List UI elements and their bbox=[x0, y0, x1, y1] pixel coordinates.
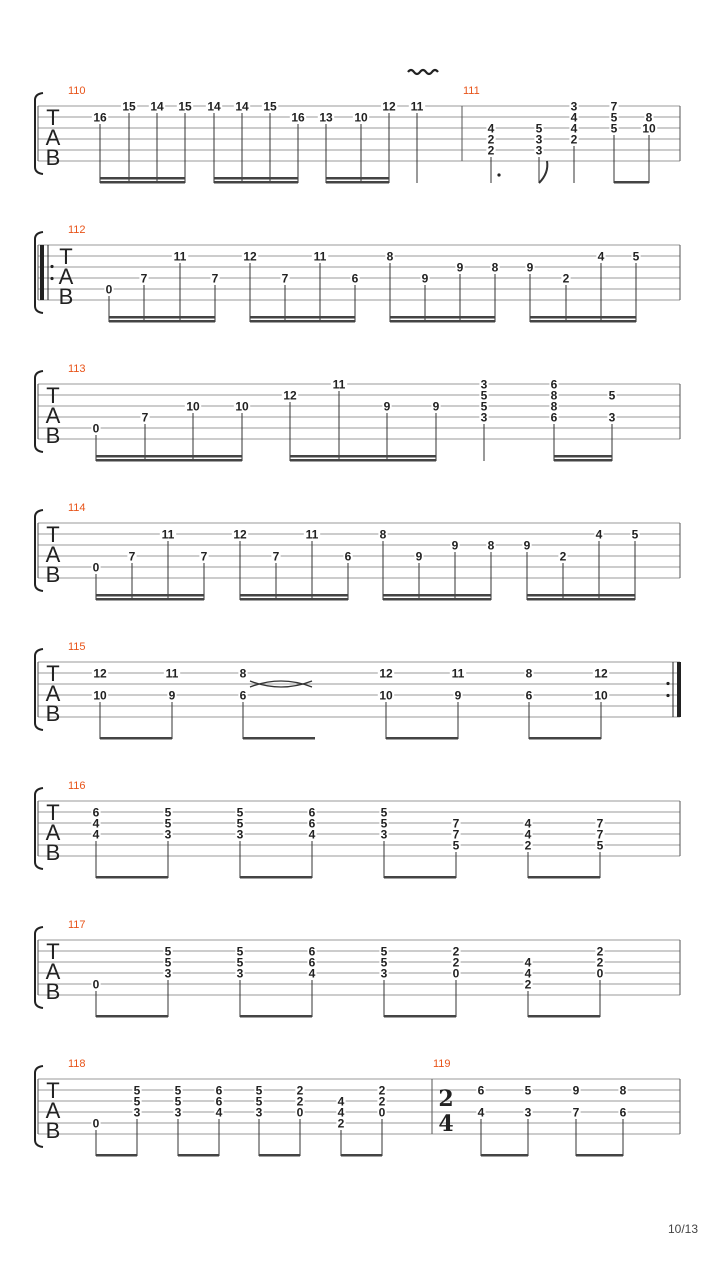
beam bbox=[290, 455, 436, 458]
tab-clef-letter: A bbox=[45, 542, 61, 567]
fret-number: 8 bbox=[491, 260, 499, 275]
fret-number: 4 bbox=[308, 827, 316, 842]
fret-number: 8 bbox=[379, 527, 387, 542]
fret-number: 2 bbox=[524, 838, 532, 853]
beam bbox=[554, 459, 612, 462]
beam bbox=[214, 177, 298, 180]
fret-number: 3 bbox=[480, 410, 488, 425]
fret-number: 6 bbox=[351, 271, 359, 286]
beam bbox=[240, 1015, 312, 1018]
beam bbox=[100, 177, 185, 180]
fret-number: 10 bbox=[354, 110, 368, 125]
fret-number: 15 bbox=[178, 99, 192, 114]
dot bbox=[497, 173, 500, 176]
beam bbox=[96, 594, 204, 597]
fret-number: 7 bbox=[211, 271, 219, 286]
fret-number: 12 bbox=[283, 388, 297, 403]
fret-number: 6 bbox=[619, 1105, 627, 1120]
vibrato-mark bbox=[408, 70, 438, 74]
fret-number: 2 bbox=[524, 977, 532, 992]
fret-number: 4 bbox=[308, 966, 316, 981]
fret-number: 10 bbox=[594, 688, 608, 703]
fret-number: 12 bbox=[594, 666, 608, 681]
fret-number: 8 bbox=[550, 399, 558, 414]
fret-number: 6 bbox=[308, 944, 316, 959]
beam bbox=[326, 181, 389, 184]
beam bbox=[390, 320, 495, 323]
fret-number: 5 bbox=[164, 805, 172, 820]
fret-number: 5 bbox=[596, 838, 604, 853]
fret-number: 5 bbox=[164, 944, 172, 959]
fret-number: 9 bbox=[383, 399, 391, 414]
fret-number: 10 bbox=[642, 121, 656, 136]
fret-number: 5 bbox=[236, 955, 244, 970]
fret-number: 0 bbox=[596, 966, 604, 981]
fret-number: 2 bbox=[596, 944, 604, 959]
tab-clef-letter: B bbox=[45, 701, 61, 726]
fret-number: 4 bbox=[524, 955, 532, 970]
beam bbox=[576, 1154, 623, 1157]
fret-number: 2 bbox=[378, 1094, 386, 1109]
fret-number: 2 bbox=[562, 271, 570, 286]
beam bbox=[250, 316, 355, 319]
fret-number: 7 bbox=[128, 549, 136, 564]
fret-number: 8 bbox=[550, 388, 558, 403]
fret-number: 5 bbox=[610, 121, 618, 136]
fret-number: 3 bbox=[380, 966, 388, 981]
tab-clef-letter: B bbox=[45, 562, 61, 587]
fret-number: 5 bbox=[164, 955, 172, 970]
fret-number: 5 bbox=[380, 816, 388, 831]
fret-number: 10 bbox=[379, 688, 393, 703]
fret-number: 3 bbox=[608, 410, 616, 425]
fret-number: 4 bbox=[92, 827, 100, 842]
fret-number: 0 bbox=[378, 1105, 386, 1120]
tab-system bbox=[35, 927, 680, 1018]
measure-number: 113 bbox=[68, 363, 86, 375]
time-signature-denominator: 4 bbox=[438, 1111, 454, 1137]
fret-number: 3 bbox=[164, 827, 172, 842]
fret-number: 4 bbox=[487, 121, 495, 136]
fret-number: 5 bbox=[610, 110, 618, 125]
system-bracket bbox=[35, 93, 43, 174]
fret-number: 4 bbox=[570, 121, 578, 136]
beam bbox=[240, 598, 348, 601]
beam bbox=[384, 1015, 456, 1018]
time-signature-numerator: 2 bbox=[438, 1086, 454, 1112]
fret-number: 2 bbox=[487, 143, 495, 158]
tab-clef-letter: A bbox=[58, 264, 74, 289]
fret-number: 8 bbox=[239, 666, 247, 681]
fret-number: 6 bbox=[308, 955, 316, 970]
fret-number: 5 bbox=[133, 1094, 141, 1109]
fret-number: 11 bbox=[305, 527, 319, 542]
fret-number: 4 bbox=[215, 1105, 223, 1120]
system-bracket bbox=[35, 649, 43, 730]
tab-clef-letter: A bbox=[45, 125, 61, 150]
measure-number: 110 bbox=[68, 85, 86, 97]
fret-number: 2 bbox=[378, 1083, 386, 1098]
fret-number: 3 bbox=[236, 827, 244, 842]
fret-number: 4 bbox=[524, 827, 532, 842]
tab-clef-letter: T bbox=[46, 383, 60, 408]
repeat-dot bbox=[50, 277, 53, 280]
tab-clef-letter: B bbox=[45, 145, 61, 170]
beam bbox=[100, 181, 185, 184]
beam bbox=[96, 876, 168, 879]
beam bbox=[290, 459, 436, 462]
beam bbox=[528, 1015, 600, 1018]
fret-number: 12 bbox=[379, 666, 393, 681]
fret-number: 3 bbox=[535, 132, 543, 147]
fret-number: 6 bbox=[239, 688, 247, 703]
fret-number: 8 bbox=[619, 1083, 627, 1098]
fret-number: 6 bbox=[308, 816, 316, 831]
beam bbox=[100, 737, 172, 740]
tab-clef-letter: B bbox=[45, 979, 61, 1004]
fret-number: 15 bbox=[263, 99, 277, 114]
fret-number: 5 bbox=[174, 1094, 182, 1109]
tab-clef-letter: B bbox=[45, 1118, 61, 1143]
fret-number: 6 bbox=[525, 688, 533, 703]
beam bbox=[341, 1154, 382, 1157]
tab-clef-letter: T bbox=[46, 939, 60, 964]
tab-clef-letter: T bbox=[46, 522, 60, 547]
tab-clef-letter: T bbox=[46, 1078, 60, 1103]
beam bbox=[214, 181, 298, 184]
fret-number: 5 bbox=[631, 527, 639, 542]
tab-clef-letter: T bbox=[46, 800, 60, 825]
measure-number: 112 bbox=[68, 224, 86, 236]
measure-number: 114 bbox=[68, 502, 86, 514]
fret-number: 2 bbox=[570, 132, 578, 147]
fret-number: 9 bbox=[415, 549, 423, 564]
beam bbox=[390, 316, 495, 319]
tab-system bbox=[35, 1066, 680, 1157]
fret-number: 7 bbox=[452, 816, 460, 831]
beam bbox=[481, 1154, 528, 1157]
tab-clef-letter: A bbox=[45, 403, 61, 428]
beam bbox=[109, 316, 215, 319]
fret-number: 9 bbox=[454, 688, 462, 703]
fret-number: 5 bbox=[255, 1083, 263, 1098]
fret-number: 5 bbox=[380, 955, 388, 970]
fret-number: 3 bbox=[164, 966, 172, 981]
fret-number: 7 bbox=[596, 816, 604, 831]
fret-number: 9 bbox=[168, 688, 176, 703]
beam bbox=[96, 459, 242, 462]
fret-number: 14 bbox=[150, 99, 164, 114]
tab-clef-letter: B bbox=[58, 284, 74, 309]
fret-number: 3 bbox=[133, 1105, 141, 1120]
measure-number: 115 bbox=[68, 641, 86, 653]
fret-number: 3 bbox=[380, 827, 388, 842]
beam bbox=[250, 320, 355, 323]
fret-number: 7 bbox=[281, 271, 289, 286]
fret-number: 2 bbox=[296, 1083, 304, 1098]
fret-number: 9 bbox=[523, 538, 531, 553]
fret-number: 16 bbox=[93, 110, 107, 125]
tab-system bbox=[35, 788, 680, 879]
fret-number: 4 bbox=[524, 966, 532, 981]
fret-number: 4 bbox=[92, 816, 100, 831]
fret-number: 5 bbox=[164, 816, 172, 831]
fret-number: 8 bbox=[487, 538, 495, 553]
fret-number: 5 bbox=[480, 399, 488, 414]
fret-number: 6 bbox=[344, 549, 352, 564]
fret-number: 7 bbox=[572, 1105, 580, 1120]
fret-number: 2 bbox=[559, 549, 567, 564]
fret-number: 9 bbox=[432, 399, 440, 414]
fret-number: 5 bbox=[480, 388, 488, 403]
fret-number: 5 bbox=[380, 805, 388, 820]
fret-number: 0 bbox=[296, 1105, 304, 1120]
fret-number: 7 bbox=[452, 827, 460, 842]
fret-number: 7 bbox=[200, 549, 208, 564]
tab-clef-letter: B bbox=[45, 840, 61, 865]
fret-number: 5 bbox=[236, 805, 244, 820]
fret-number: 0 bbox=[452, 966, 460, 981]
fret-number: 5 bbox=[133, 1083, 141, 1098]
system-bracket bbox=[35, 371, 43, 452]
fret-number: 6 bbox=[308, 805, 316, 820]
fret-number: 3 bbox=[255, 1105, 263, 1120]
fret-number: 9 bbox=[526, 260, 534, 275]
fret-number: 3 bbox=[570, 99, 578, 114]
fret-number: 11 bbox=[332, 377, 346, 392]
fret-number: 0 bbox=[92, 560, 100, 575]
measure-number: 116 bbox=[68, 780, 86, 792]
beam bbox=[96, 598, 204, 601]
fret-number: 5 bbox=[236, 944, 244, 959]
beam bbox=[530, 320, 636, 323]
fret-number: 8 bbox=[386, 249, 394, 264]
system-bracket bbox=[35, 788, 43, 869]
fret-number: 5 bbox=[255, 1094, 263, 1109]
fret-number: 11 bbox=[161, 527, 175, 542]
fret-number: 9 bbox=[572, 1083, 580, 1098]
beam bbox=[361, 177, 389, 180]
fret-number: 5 bbox=[535, 121, 543, 136]
fret-number: 6 bbox=[550, 410, 558, 425]
beam bbox=[386, 737, 458, 740]
fret-number: 2 bbox=[452, 944, 460, 959]
fret-number: 0 bbox=[105, 282, 113, 297]
fret-number: 6 bbox=[550, 377, 558, 392]
fret-number: 2 bbox=[337, 1116, 345, 1131]
fret-number: 3 bbox=[524, 1105, 532, 1120]
beam bbox=[527, 594, 635, 597]
beam bbox=[96, 455, 242, 458]
tab-clef-letter: A bbox=[45, 681, 61, 706]
repeat-dot bbox=[50, 265, 53, 268]
fret-number: 10 bbox=[93, 688, 107, 703]
fret-number: 7 bbox=[610, 99, 618, 114]
fret-number: 5 bbox=[608, 388, 616, 403]
fret-number: 3 bbox=[236, 966, 244, 981]
fret-number: 12 bbox=[93, 666, 107, 681]
fret-number: 5 bbox=[174, 1083, 182, 1098]
tab-clef-letter: A bbox=[45, 959, 61, 984]
fret-number: 9 bbox=[451, 538, 459, 553]
beam bbox=[383, 598, 491, 601]
fret-number: 2 bbox=[596, 955, 604, 970]
fret-number: 3 bbox=[174, 1105, 182, 1120]
beam bbox=[109, 320, 215, 323]
fret-number: 7 bbox=[272, 549, 280, 564]
beam bbox=[240, 876, 312, 879]
tab-clef-letter: B bbox=[45, 423, 61, 448]
note-flag bbox=[539, 161, 547, 183]
measure-number: 119 bbox=[433, 1058, 451, 1070]
fret-number: 6 bbox=[477, 1083, 485, 1098]
beam bbox=[96, 1015, 168, 1018]
fret-number: 4 bbox=[597, 249, 605, 264]
fret-number: 11 bbox=[313, 249, 327, 264]
fret-number: 4 bbox=[337, 1105, 345, 1120]
fret-number: 4 bbox=[337, 1094, 345, 1109]
fret-number: 7 bbox=[596, 827, 604, 842]
fret-number: 15 bbox=[122, 99, 136, 114]
tab-clef-letter: T bbox=[46, 105, 60, 130]
beam bbox=[96, 1154, 137, 1157]
fret-number: 13 bbox=[319, 110, 333, 125]
beam bbox=[259, 1154, 300, 1157]
beam bbox=[178, 1154, 219, 1157]
repeat-start-thick-bar bbox=[40, 245, 44, 300]
fret-number: 6 bbox=[215, 1083, 223, 1098]
fret-number: 12 bbox=[382, 99, 396, 114]
fret-number: 10 bbox=[235, 399, 249, 414]
beam bbox=[614, 181, 649, 184]
tab-clef-letter: T bbox=[59, 244, 73, 269]
fret-number: 4 bbox=[477, 1105, 485, 1120]
fret-number: 2 bbox=[452, 955, 460, 970]
fret-number: 8 bbox=[645, 110, 653, 125]
repeat-dot bbox=[666, 694, 669, 697]
fret-number: 4 bbox=[595, 527, 603, 542]
fret-number: 5 bbox=[452, 838, 460, 853]
fret-number: 9 bbox=[421, 271, 429, 286]
fret-number: 11 bbox=[165, 666, 179, 681]
fret-number: 14 bbox=[235, 99, 249, 114]
fret-number: 5 bbox=[236, 816, 244, 831]
fret-number: 9 bbox=[456, 260, 464, 275]
fret-number: 8 bbox=[525, 666, 533, 681]
fret-number: 3 bbox=[480, 377, 488, 392]
fret-number: 16 bbox=[291, 110, 305, 125]
tab-system bbox=[35, 649, 681, 740]
fret-number: 10 bbox=[186, 399, 200, 414]
beam bbox=[527, 598, 635, 601]
beam bbox=[240, 594, 348, 597]
fret-number: 3 bbox=[535, 143, 543, 158]
fret-number: 0 bbox=[92, 977, 100, 992]
fret-number: 7 bbox=[141, 410, 149, 425]
fret-number: 4 bbox=[524, 816, 532, 831]
fret-number: 6 bbox=[215, 1094, 223, 1109]
beam bbox=[528, 876, 600, 879]
page-number: 10/13 bbox=[667, 1222, 698, 1236]
measure-number: 118 bbox=[68, 1058, 86, 1070]
fret-number: 7 bbox=[140, 271, 148, 286]
beam bbox=[554, 455, 612, 458]
tab-clef-letter: T bbox=[46, 661, 60, 686]
fret-number: 12 bbox=[233, 527, 247, 542]
system-bracket bbox=[35, 927, 43, 1008]
fret-number: 2 bbox=[487, 132, 495, 147]
repeat-dot bbox=[666, 682, 669, 685]
fret-number: 6 bbox=[92, 805, 100, 820]
fret-number: 4 bbox=[570, 110, 578, 125]
fret-number: 14 bbox=[207, 99, 221, 114]
system-bracket bbox=[35, 1066, 43, 1147]
tab-clef-letter: A bbox=[45, 1098, 61, 1123]
measure-number: 111 bbox=[463, 85, 480, 97]
fret-number: 12 bbox=[243, 249, 257, 264]
fret-number: 0 bbox=[92, 1116, 100, 1131]
fret-number: 11 bbox=[451, 666, 465, 681]
fret-number: 2 bbox=[296, 1094, 304, 1109]
tab-system bbox=[35, 371, 680, 462]
fret-number: 11 bbox=[173, 249, 187, 264]
system-bracket bbox=[35, 510, 43, 591]
beam bbox=[530, 316, 636, 319]
beam bbox=[384, 876, 456, 879]
measure-number: 117 bbox=[68, 919, 86, 931]
beam bbox=[529, 737, 601, 740]
fret-number: 11 bbox=[410, 99, 424, 114]
fret-number: 5 bbox=[632, 249, 640, 264]
tab-clef-letter: A bbox=[45, 820, 61, 845]
fret-number: 0 bbox=[92, 421, 100, 436]
fret-number: 5 bbox=[524, 1083, 532, 1098]
fret-number: 5 bbox=[380, 944, 388, 959]
repeat-end-thick-bar bbox=[677, 662, 681, 717]
beam bbox=[243, 737, 315, 740]
beam bbox=[383, 594, 491, 597]
